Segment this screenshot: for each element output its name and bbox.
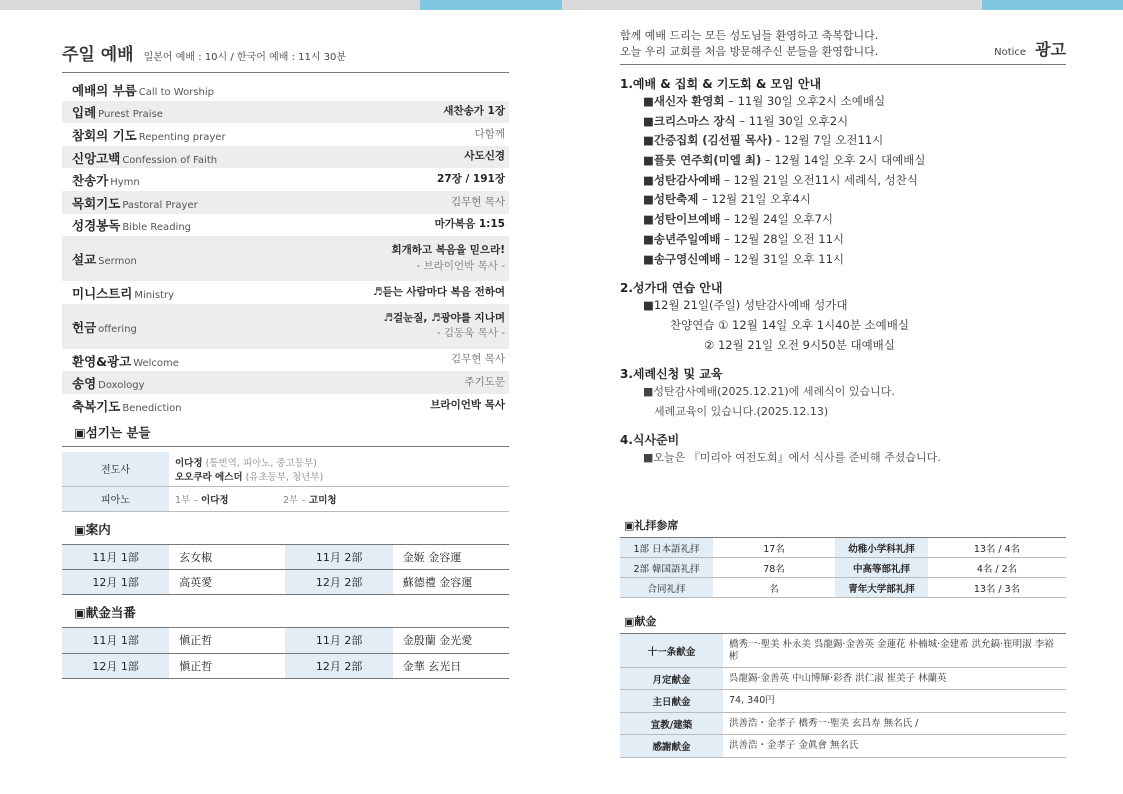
ushers-table xyxy=(62,452,509,512)
order-item-en: offering xyxy=(98,323,137,335)
order-item-ko: 송영 xyxy=(72,376,97,392)
cell-month-1: 11月 1部 xyxy=(62,545,169,570)
table-row xyxy=(62,452,509,487)
order-item-ko: 헌금 xyxy=(72,319,97,335)
order-item xyxy=(62,214,509,237)
table-row xyxy=(620,667,1066,690)
order-item-title xyxy=(72,125,226,144)
order-item xyxy=(62,123,509,146)
order-item xyxy=(62,304,509,349)
notice-item xyxy=(620,92,1066,112)
notice-item xyxy=(620,210,1066,230)
notice-item-detail: – 12월 28일 오전 11시 xyxy=(720,231,845,246)
cell-names-2: 金殷蘭 金光愛 xyxy=(393,628,509,653)
order-item-value-text: 회개하고 복음을 믿으라! xyxy=(391,244,505,257)
choir-line-2: 찬양연습 ① 12월 14일 오후 1시40분 소예배실 xyxy=(670,317,909,332)
table-row xyxy=(620,735,1066,758)
piano-2-name: 고미청 xyxy=(309,494,337,506)
order-item-en: Repenting prayer xyxy=(138,131,226,143)
order-item-value xyxy=(443,104,505,119)
guide-heading: ▣案内 xyxy=(62,512,509,545)
notice-item-detail: – 11월 30일 오후2시 소예배실 xyxy=(724,93,886,108)
offering-duty-table xyxy=(62,628,509,679)
order-item-ko: 목회기도 xyxy=(72,195,121,211)
notice-item-title: ■간증집회 (김선필 목사) xyxy=(643,133,773,148)
attendance-count: 17名 xyxy=(713,538,835,558)
order-item-value xyxy=(430,398,505,413)
order-item-value xyxy=(391,243,505,273)
top-bar-accent-right xyxy=(982,0,1123,10)
order-item-value-text: 김무현 목사 xyxy=(450,353,505,366)
cell-month-1: 12月 1部 xyxy=(62,570,169,595)
order-item-value xyxy=(464,149,505,164)
table-row xyxy=(620,578,1066,598)
order-item-ko: 성경봉독 xyxy=(72,218,121,234)
notice-item xyxy=(620,190,1066,210)
notice-item-title: ■성탄감사예배 xyxy=(643,172,721,187)
order-item-en: Doxology xyxy=(98,380,145,392)
attendance-count: 78名 xyxy=(713,558,835,578)
order-item-en: Hymn xyxy=(110,177,140,189)
offering-type: 十一条献金 xyxy=(620,634,723,667)
notice-item-title: ■새신자 환영회 xyxy=(643,93,725,108)
order-item-ko: 예배의 부름 xyxy=(72,82,137,98)
leader-label: 전도사 xyxy=(62,452,169,487)
table-row xyxy=(62,486,509,511)
order-item-ko: 참회의 기도 xyxy=(72,127,137,143)
service-title: 주일 예배 xyxy=(62,45,134,65)
leader-name-1: 이다정 xyxy=(175,457,203,469)
notice-item-title: ■송구영신예배 xyxy=(643,251,721,266)
order-item-value xyxy=(373,285,505,300)
notice-item-title: ■크리스마스 장식 xyxy=(643,113,736,128)
order-item xyxy=(62,146,509,169)
leader-note-2: (유초등부, 청년부) xyxy=(245,471,324,483)
leader-note-1: (통번역, 피아노, 중고등부) xyxy=(205,457,317,469)
order-item-title xyxy=(72,249,137,268)
order-item-leader: - 브라이언박 목사 - xyxy=(416,259,505,272)
order-item-en: Ministry xyxy=(134,289,175,301)
notice-item-detail: – 12월 24일 오후7시 xyxy=(720,212,834,227)
piano-2 xyxy=(277,486,509,511)
order-item-title xyxy=(72,170,140,189)
notice-title-en: Notice xyxy=(994,46,1027,58)
top-bar-gray-left xyxy=(0,0,420,10)
baptism-line-2: 세례교육이 있습니다.(2025.12.13) xyxy=(654,404,829,418)
order-item-title xyxy=(72,215,191,234)
piano-1 xyxy=(169,486,277,511)
cell-names-1: 愼正哲 xyxy=(169,628,285,653)
welcome-line-1: 함께 예배 드리는 모든 성도님들 환영하고 축복합니다. xyxy=(620,29,879,42)
meal-line-1: ■오늘은 『미리아 여전도회』에서 식사를 준비해 주셨습니다. xyxy=(643,451,941,465)
cell-month-1: 11月 1部 xyxy=(62,628,169,653)
order-item-title xyxy=(72,317,137,336)
notice-item-detail: – 12월 31일 오후 11시 xyxy=(720,251,845,266)
notice-section-1-items xyxy=(620,92,1066,269)
order-item-title xyxy=(72,283,174,302)
notice-list xyxy=(620,75,1066,468)
order-item xyxy=(62,78,509,101)
order-item-value-text: 마가복음 1:15 xyxy=(434,218,505,231)
cell-names-2: 金華 玄光日 xyxy=(393,653,509,678)
attendance-count: 名 xyxy=(713,578,835,598)
welcome-line-2: 오늘 우리 교회를 처음 방문해주신 분들을 환영합니다. xyxy=(620,44,879,58)
notice-section-2-title: 2.성가대 연습 안내 xyxy=(620,281,723,296)
order-item-ko: 신앙고백 xyxy=(72,150,121,166)
notice-item-title: ■송년주일예배 xyxy=(643,231,721,246)
notice-item xyxy=(620,112,1066,132)
notice-item-detail: – 12월 21일 오후4시 xyxy=(698,192,811,207)
notice-item-detail: – 12월 14일 오후 2시 대예배실 xyxy=(761,152,926,167)
attendance-table xyxy=(620,538,1066,599)
cell-names-1: 高英愛 xyxy=(169,570,285,595)
offering-names: 洪善浩・金孝子 橋秀一·聖美 玄昌寿 無名氏 / xyxy=(723,712,1066,735)
offering-type: 宣教/建築 xyxy=(620,712,723,735)
attendance-service: 2部 韓国語礼拝 xyxy=(620,558,713,578)
order-item-en: Pastoral Prayer xyxy=(122,199,198,211)
offerings-table xyxy=(620,634,1066,758)
table-row xyxy=(62,653,509,678)
piano-label: 피아노 xyxy=(62,486,169,511)
order-item-title xyxy=(72,193,198,212)
order-item xyxy=(62,371,509,394)
order-item-leader: - 김동욱 목사 - xyxy=(436,327,505,340)
order-item-value xyxy=(437,172,505,187)
attendance-count-2: 13名 / 3名 xyxy=(928,578,1066,598)
offering-duty-heading: ▣献金当番 xyxy=(62,595,509,628)
order-item-value-text: 브라이언박 목사 xyxy=(430,398,505,411)
order-item-value xyxy=(451,352,505,367)
notice-item-title: ■성탄축제 xyxy=(643,192,699,207)
offering-type: 月定献金 xyxy=(620,667,723,690)
cell-month-1: 12月 1部 xyxy=(62,653,169,678)
offerings-heading: ▣献金 xyxy=(620,608,1066,634)
cell-month-2: 11月 2部 xyxy=(285,628,392,653)
notice-item xyxy=(620,230,1066,250)
table-row xyxy=(620,558,1066,578)
attendance-service-2: 幼稚小学科礼拝 xyxy=(835,538,928,558)
notice-item xyxy=(620,250,1066,270)
notice-item xyxy=(620,151,1066,171)
cell-names-2: 金姬 金容運 xyxy=(393,545,509,570)
leader-name-2: 오오쿠라 에스더 xyxy=(175,471,243,483)
notice-item-title: ■성탄이브예배 xyxy=(643,212,721,227)
attendance-count-2: 4名 / 2名 xyxy=(928,558,1066,578)
order-item-en: Sermon xyxy=(98,256,137,268)
top-bar-accent-left xyxy=(420,0,562,10)
notice-item-detail: – 12월 21일 오전11시 세례식, 성찬식 xyxy=(720,172,918,187)
cell-names-1: 玄女椒 xyxy=(169,545,285,570)
table-row xyxy=(620,634,1066,667)
notice-item-detail: - 12월 7일 오전11시 xyxy=(772,133,884,148)
welcome-text xyxy=(620,28,878,60)
order-item-en: Call to Worship xyxy=(138,86,215,98)
order-item-title xyxy=(72,80,214,99)
table-row xyxy=(62,545,509,570)
order-item-value-text: 사도신경 xyxy=(464,150,505,163)
order-item-value xyxy=(451,195,505,210)
order-item-title xyxy=(72,373,145,392)
choir-line-1: ■12월 21일(주일) 성탄감사예배 성가대 xyxy=(643,298,848,313)
attendance-service: 合同礼拝 xyxy=(620,578,713,598)
order-item-en: Welcome xyxy=(133,357,179,369)
notice-title xyxy=(994,37,1066,60)
order-item-title xyxy=(72,148,217,167)
piano-1-prefix: 1부 – xyxy=(175,494,202,506)
ushers-heading: ▣섬기는 분들 xyxy=(62,417,509,447)
order-item-ko: 찬송가 xyxy=(72,173,109,189)
order-item-en: Purest Praise xyxy=(98,109,163,121)
notice-section-1-title: 1.예배 & 집회 & 기도회 & 모임 안내 xyxy=(620,76,822,91)
cell-month-2: 12月 2部 xyxy=(285,653,392,678)
cell-names-1: 愼正哲 xyxy=(169,653,285,678)
table-row xyxy=(620,538,1066,558)
order-item-en: Bible Reading xyxy=(122,222,191,234)
order-item-value-text: ♬걸눈질, ♬광야를 지나며 xyxy=(383,312,505,325)
piano-1-name: 이다정 xyxy=(201,494,229,506)
order-item-ko: 환영&광고 xyxy=(72,353,132,369)
guide-table xyxy=(62,545,509,596)
offering-names: 洪善浩・金孝子 金眞會 無名氏 xyxy=(723,735,1066,758)
order-item-value xyxy=(464,375,505,390)
service-header xyxy=(62,40,509,73)
table-row xyxy=(62,570,509,595)
order-item-value xyxy=(384,311,505,341)
offering-names: 74, 340円 xyxy=(723,690,1066,713)
notice-section-3-title: 3.세례신청 및 교육 xyxy=(620,367,723,382)
attendance-service-2: 中高等部礼拝 xyxy=(835,558,928,578)
notice-header xyxy=(620,28,1066,65)
cell-names-2: 蘇德禮 金容運 xyxy=(393,570,509,595)
order-item-ko: 축복기도 xyxy=(72,398,121,414)
notice-page xyxy=(620,28,1066,758)
order-item-title xyxy=(72,102,163,121)
order-item xyxy=(62,349,509,372)
order-item-value xyxy=(475,127,505,142)
order-item xyxy=(62,168,509,191)
choir-line-3: ② 12월 21일 오전 9시50분 대예배실 xyxy=(704,337,895,352)
notice-title-ko: 광고 xyxy=(1035,39,1066,59)
order-item-value-text: 다함께 xyxy=(474,127,505,140)
service-times: 일본어 예배 : 10시 / 한국어 예배 : 11시 30분 xyxy=(143,52,347,63)
table-row xyxy=(620,712,1066,735)
offering-type: 主日献金 xyxy=(620,690,723,713)
attendance-service-2: 青年大学部礼拝 xyxy=(835,578,928,598)
order-item-value xyxy=(435,217,505,232)
order-of-worship xyxy=(62,78,509,417)
table-row xyxy=(62,628,509,653)
cell-month-2: 12月 2部 xyxy=(285,570,392,595)
order-item-value-text: 주기도문 xyxy=(464,376,505,389)
attendance-count-2: 13名 / 4名 xyxy=(928,538,1066,558)
baptism-line-1: ■성탄감사예배(2025.12.21)에 세례식이 있습니다. xyxy=(643,385,895,399)
notice-section-4-title: 4.식사준비 xyxy=(620,433,680,448)
order-item-value-text: 김무현 목사 xyxy=(450,195,505,208)
order-item-value-text: 27장 / 191장 xyxy=(437,173,505,186)
order-item-title xyxy=(72,396,182,415)
order-item-value-text: ♬듣는 사람마다 복음 전하여 xyxy=(373,285,505,298)
order-item xyxy=(62,101,509,124)
order-item xyxy=(62,394,509,417)
notice-item-detail: – 11월 30일 오후2시 xyxy=(735,113,849,128)
order-item-ko: 입례 xyxy=(72,105,97,121)
cell-month-2: 11月 2部 xyxy=(285,545,392,570)
leader-names xyxy=(169,452,509,487)
notice-item xyxy=(620,131,1066,151)
order-item-en: Confession of Faith xyxy=(122,154,218,166)
order-item xyxy=(62,236,509,281)
piano-2-prefix: 2부 – xyxy=(283,494,310,506)
order-item-ko: 미니스트리 xyxy=(72,285,133,301)
order-item-en: Benediction xyxy=(122,402,182,414)
attendance-service: 1部 日本語礼拝 xyxy=(620,538,713,558)
order-item xyxy=(62,191,509,214)
worship-page xyxy=(62,40,509,679)
attendance-heading: ▣礼拝参席 xyxy=(620,512,1066,538)
offering-names: 橋秀一·聖美 朴永美 呉龍錫·金善英 金蓮花 朴楠城·金建希 洪允鎬·崔明淑 李裕彬 xyxy=(723,634,1066,667)
order-item-value-text: 새찬송가 1장 xyxy=(443,105,505,118)
top-bar-gray-right xyxy=(562,0,982,10)
order-item xyxy=(62,281,509,304)
offering-type: 感謝献金 xyxy=(620,735,723,758)
offering-names: 呉龍錫·金善英 中山博輝·彩香 洪仁淑 崔美子 林蘭英 xyxy=(723,667,1066,690)
table-row xyxy=(620,690,1066,713)
notice-item-title: ■플룻 연주회(미엘 최) xyxy=(643,152,762,167)
order-item-ko: 설교 xyxy=(72,252,97,268)
order-item-title xyxy=(72,351,179,370)
notice-item xyxy=(620,171,1066,191)
